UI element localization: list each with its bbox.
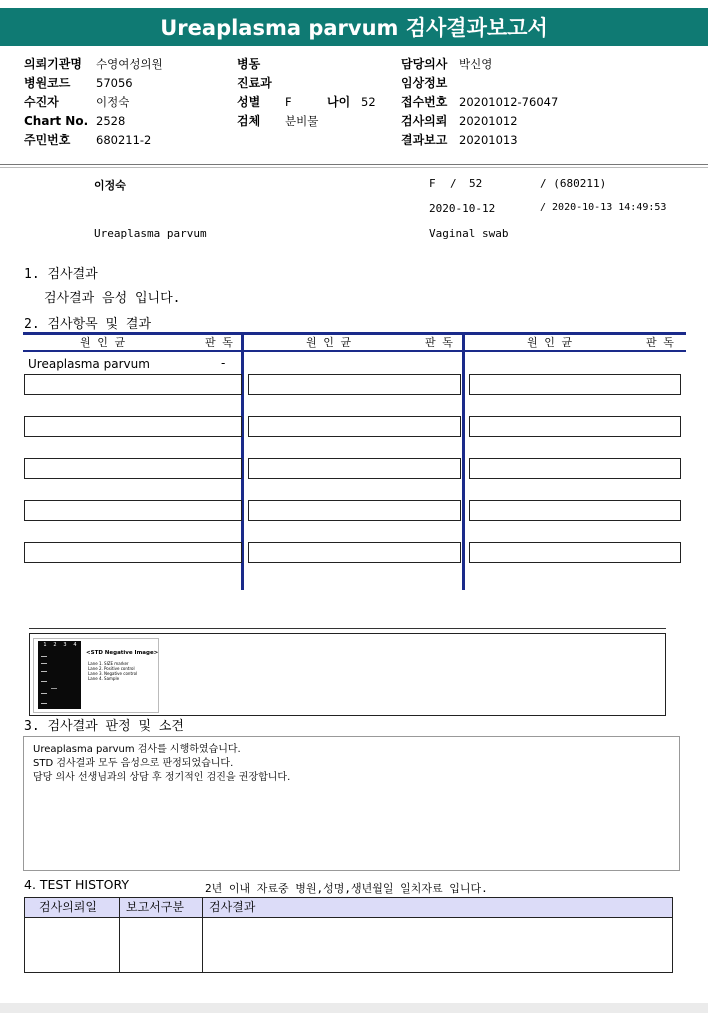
history-note: 2년 이내 자료중 병원,성명,생년월일 일치자료 입니다. (205, 882, 488, 895)
section3-heading: 3. 검사결과 판정 및 소견 (24, 719, 184, 734)
summary-age: 52 (469, 177, 483, 190)
section2-heading: 2. 검사항목 및 결과 (24, 317, 152, 332)
history-col-result: 검사결과 (209, 900, 256, 914)
result-box (24, 542, 242, 563)
report-title: Ureaplasma parvum 검사결과보고서 (0, 8, 708, 46)
sex-label: 성별 (237, 95, 261, 109)
section1-result: 검사결과 음성 입니다. (44, 291, 181, 306)
header-col2 (237, 55, 376, 131)
result-box (248, 458, 461, 479)
gel-band (41, 681, 47, 682)
gel-image-title: <STD Negative Image> (86, 650, 159, 656)
summary-report-datetime: / 2020-10-13 14:49:53 (540, 202, 667, 213)
summary-birth: / (680211) (540, 177, 607, 190)
section1-heading: 1. 검사결과 (24, 267, 98, 282)
gel-band (51, 688, 57, 689)
gel-legend-line: Lane 1. SIZE marker (88, 661, 129, 666)
opinion-line: STD 검사결과 모두 음성으로 판정되었습니다. (33, 758, 234, 769)
patient-value: 이정숙 (96, 95, 130, 109)
chart-no-value: 2528 (96, 114, 126, 128)
header-divider (0, 164, 708, 165)
opinion-line: Ureaplasma parvum 검사를 시행하였습니다. (33, 744, 241, 755)
report-date-label: 결과보고 (401, 133, 448, 147)
col-pathogen-1: 원 인 균 (80, 336, 126, 349)
col-judge-3: 판 독 (646, 336, 674, 349)
result-item-value: - (221, 356, 226, 370)
opinion-line: 담당 의사 선생님과의 상담 후 정기적인 검진을 권장합니다. (33, 772, 291, 783)
gel-band (41, 656, 47, 657)
summary-test: Ureaplasma parvum (94, 227, 207, 240)
doctor-value: 박신영 (459, 57, 493, 71)
resident-no-label: 주민번호 (24, 133, 71, 147)
gel-legend-line: Lane 3. Negative control (88, 671, 138, 676)
result-box (248, 374, 461, 395)
request-date-label: 검사의뢰 (401, 114, 448, 128)
history-header-rule (24, 917, 673, 918)
gel-image-panel (29, 633, 666, 716)
hospital-code-label: 병원코드 (24, 76, 71, 90)
request-date-value: 20201012 (459, 114, 518, 128)
results-table-divider-2 (462, 332, 465, 590)
history-col-report-type: 보고서구분 (126, 900, 184, 914)
summary-sex: F (429, 177, 436, 190)
section4-heading: 4. TEST HISTORY (24, 877, 129, 892)
specimen-value: 분비물 (285, 114, 319, 128)
resident-no-value: 680211-2 (96, 133, 152, 147)
result-box (248, 542, 461, 563)
result-box (24, 374, 242, 395)
hospital-value: 수영여성의원 (96, 57, 163, 71)
header-col1 (24, 55, 163, 150)
result-box (469, 542, 681, 563)
hospital-label: 의뢰기관명 (24, 57, 82, 71)
opinion-box (23, 736, 680, 871)
gel-band (41, 693, 47, 694)
summary-specimen: Vaginal swab (429, 227, 509, 240)
receipt-no-label: 접수번호 (401, 95, 448, 109)
gel-legend-line: Lane 4. Sample (88, 676, 120, 681)
gel-band (41, 663, 47, 664)
result-box (469, 374, 681, 395)
gel-image (38, 641, 81, 709)
image-panel-rule (29, 628, 666, 629)
sex-value: F (285, 95, 292, 109)
clinical-info-label: 임상정보 (401, 76, 448, 90)
gel-image-legend (88, 661, 137, 681)
history-col-request-date: 검사의뢰일 (39, 900, 97, 914)
result-box (469, 416, 681, 437)
gel-band (41, 671, 47, 672)
result-item-name: Ureaplasma parvum (28, 357, 150, 371)
gel-lane-2: 2 (53, 642, 57, 648)
col-pathogen-2: 원 인 균 (306, 336, 352, 349)
result-box (469, 500, 681, 521)
patient-label: 수진자 (24, 95, 59, 109)
gel-legend-line: Lane 2. Positive control (88, 666, 135, 671)
results-table-header-rule (23, 350, 686, 352)
doctor-label: 담당의사 (401, 57, 448, 71)
hospital-code-value: 57056 (96, 76, 133, 90)
result-box (248, 416, 461, 437)
summary-separator: / (450, 177, 457, 190)
col-judge-2: 판 독 (425, 336, 453, 349)
col-pathogen-3: 원 인 균 (527, 336, 573, 349)
gel-band (41, 703, 47, 704)
gel-lane-1: 1 (43, 642, 47, 648)
report-date-value: 20201013 (459, 133, 518, 147)
chart-no-label: Chart No. (24, 114, 89, 128)
specimen-label: 검체 (237, 114, 261, 128)
gel-lane-3: 3 (63, 642, 67, 648)
result-box (248, 500, 461, 521)
header-divider-2 (0, 167, 708, 168)
department-label: 진료과 (237, 76, 272, 90)
opinion-text (33, 743, 290, 785)
summary-request-date: 2020-10-12 (429, 202, 496, 215)
result-box (24, 458, 242, 479)
header-col3 (401, 55, 558, 150)
summary-name: 이정숙 (94, 179, 126, 192)
age-label: 나이 (327, 95, 351, 109)
result-box (24, 500, 242, 521)
result-box (24, 416, 242, 437)
age-value: 52 (361, 95, 376, 109)
receipt-no-value: 20201012-76047 (459, 95, 559, 109)
ward-label: 병동 (237, 57, 261, 71)
gel-image-frame (33, 638, 159, 713)
result-box (469, 458, 681, 479)
gel-lane-numbers (40, 642, 80, 648)
col-judge-1: 판 독 (205, 336, 233, 349)
gel-lane-4: 4 (73, 642, 77, 648)
page-footer (0, 1003, 708, 1013)
